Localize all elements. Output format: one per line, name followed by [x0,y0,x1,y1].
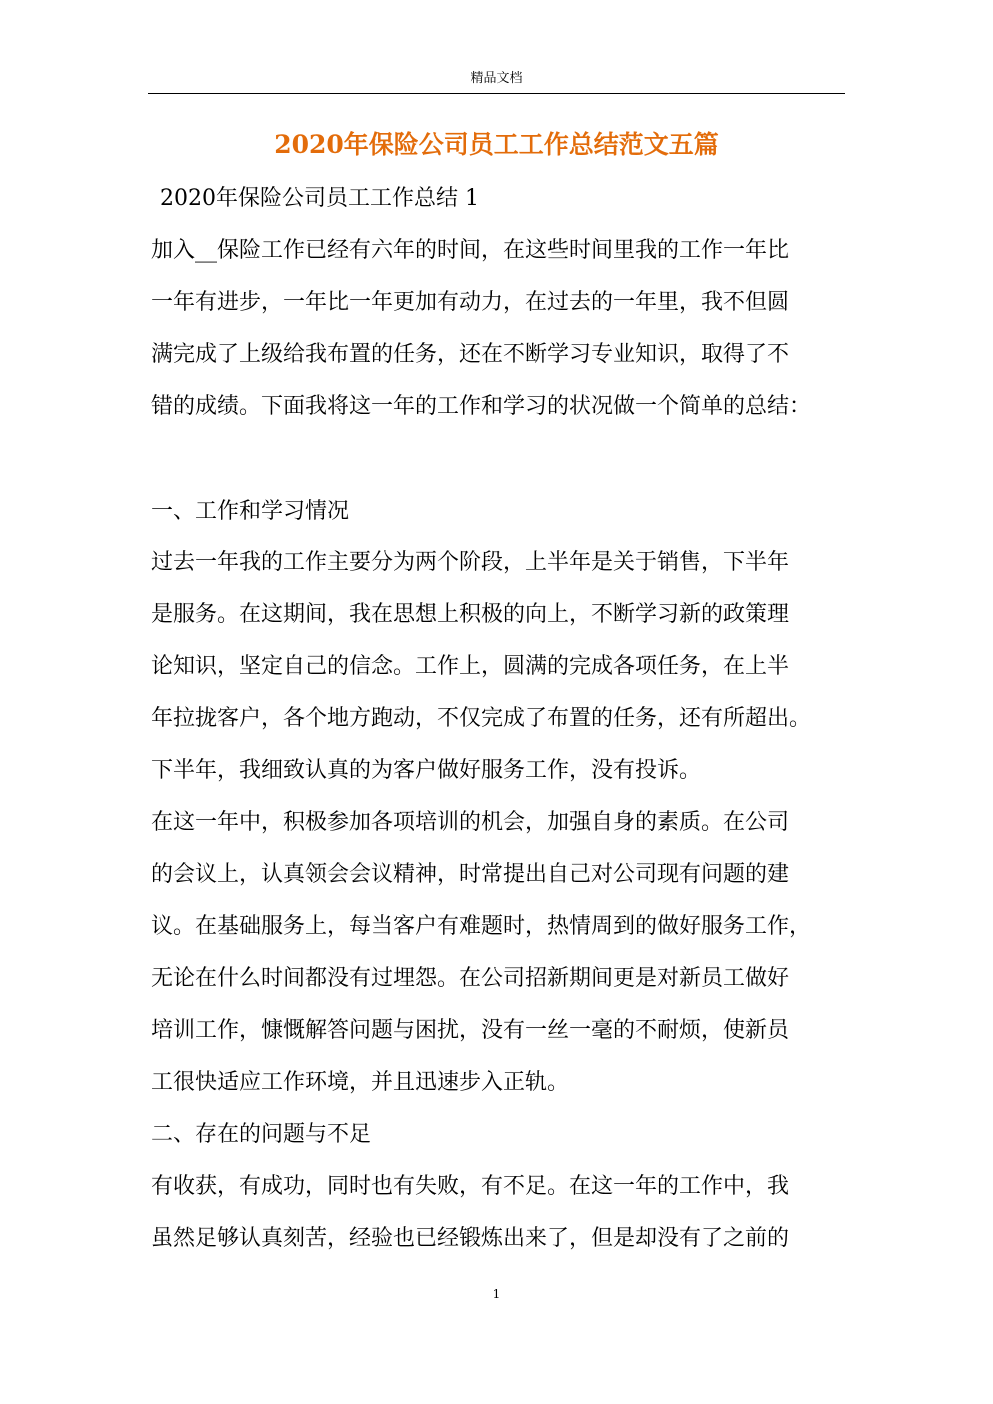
body-line-3: 满完成了上级给我布置的任务，还在不断学习专业知识，取得了不 [151,342,790,367]
body-line-17: 虽然足够认真刻苦，经验也已经锻炼出来了，但是却没有了之前的 [151,1226,790,1251]
body-line-8: 年拉拢客户，各个地方跑动，不仅完成了布置的任务，还有所超出。 [151,706,812,731]
body-line-1: 加入__保险工作已经有六年的时间，在这些时间里我的工作一年比 [151,238,790,263]
body-line-15: 工很快适应工作环境，并且迅速步入正轨。 [151,1070,570,1095]
page-header: 精品文档 [470,71,523,86]
body-line-2: 一年有进步，一年比一年更加有动力，在过去的一年里，我不但圆 [151,290,790,315]
body-line-5: 过去一年我的工作主要分为两个阶段，上半年是关于销售，下半年 [151,550,790,575]
body-line-11: 的会议上，认真领会会议精神，时常提出自己对公司现有问题的建 [151,862,790,887]
section-subtitle: 2020年保险公司员工工作总结 1 [160,186,479,211]
section-heading-1: 一、工作和学习情况 [151,499,350,524]
body-line-6: 是服务。在这期间，我在思想上积极的向上，不断学习新的政策理 [151,602,790,627]
document-title: 2020年保险公司员工工作总结范文五篇 [274,130,719,159]
body-line-13: 无论在什么时间都没有过埋怨。在公司招新期间更是对新员工做好 [151,966,790,991]
body-line-10: 在这一年中，积极参加各项培训的机会，加强自身的素质。在公司 [151,810,790,835]
header-divider [148,93,845,94]
body-line-12: 议。在基础服务上，每当客户有难题时，热情周到的做好服务工作， [151,914,812,939]
body-line-16: 有收获，有成功，同时也有失败，有不足。在这一年的工作中，我 [151,1174,790,1199]
section-heading-2: 二、存在的问题与不足 [151,1122,372,1147]
body-line-14: 培训工作，慷慨解答问题与困扰，没有一丝一毫的不耐烦，使新员 [151,1018,790,1043]
body-line-9: 下半年，我细致认真的为客户做好服务工作，没有投诉。 [151,758,702,783]
body-line-7: 论知识，坚定自己的信念。工作上，圆满的完成各项任务，在上半 [151,654,790,679]
body-line-4: 错的成绩。下面我将这一年的工作和学习的状况做一个简单的总结： [151,394,812,419]
page-number: 1 [492,1287,501,1301]
